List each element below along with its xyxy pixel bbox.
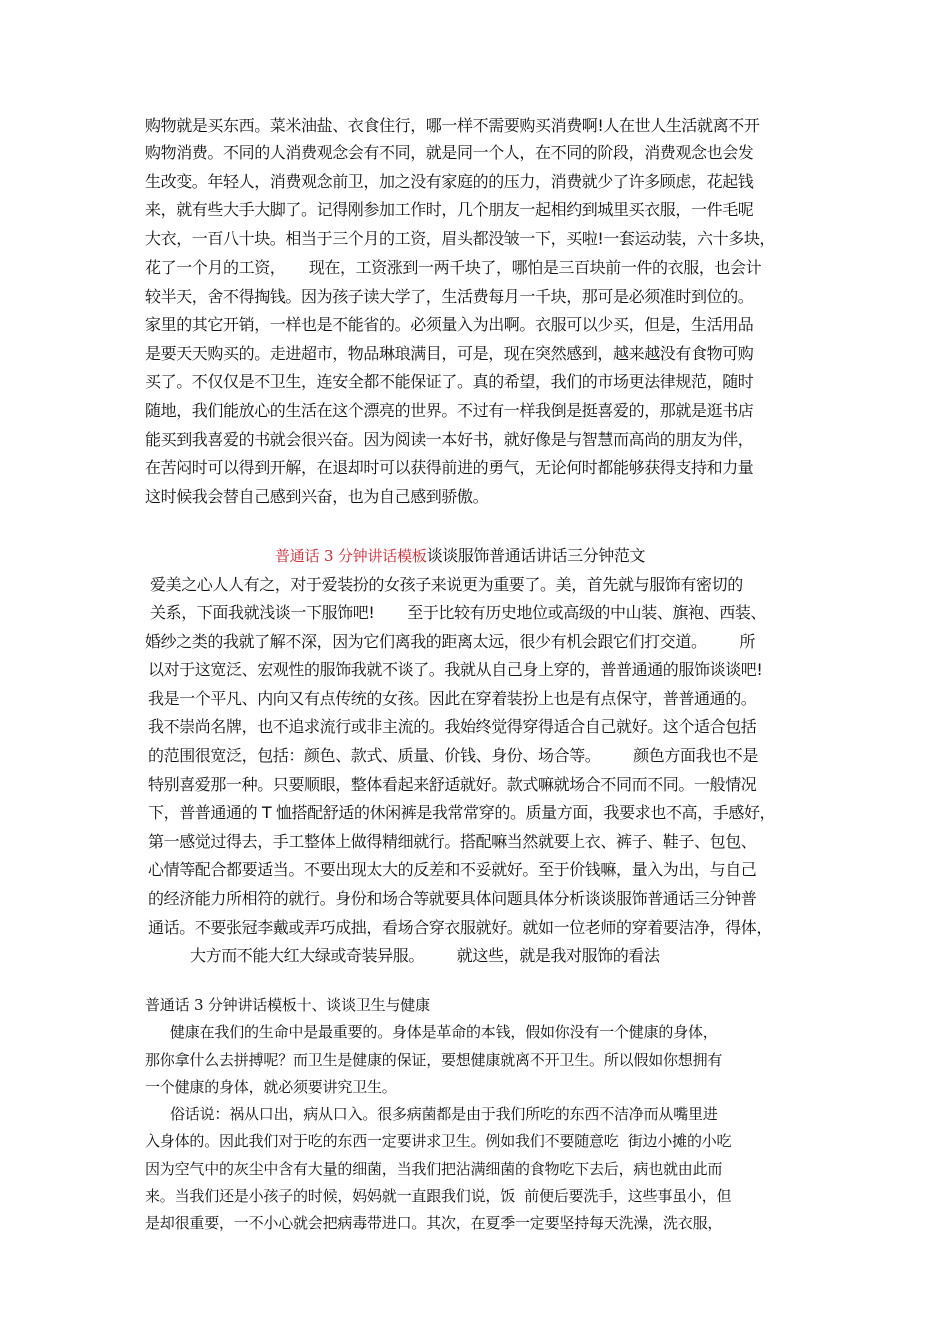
paragraph-line: 花了一个月的工资， 现在，工资涨到一两千块了，哪怕是三百块前一件的衣服，也会计	[145, 258, 762, 277]
paragraph-line: 因为空气中的灰尘中含有大量的细菌，当我们把沾满细菌的食物吃下去后，病也就由此而	[145, 1160, 723, 1178]
paragraph-line: 是要天天购买的。走进超市，物品琳琅满目，可是，现在突然感到，越来越没有食物可购	[145, 344, 754, 363]
paragraph-line: 健康在我们的生命中是最重要的。身体是革命的本钱，假如你没有一个健康的身体，	[170, 1023, 718, 1041]
paragraph-line: 较半天，舍不得掏钱。因为孩子读大学了，生活费每月一千块，那可是必须准时到位的。	[145, 287, 754, 306]
paragraph-line: 在苦闷时可以得到开解，在退却时可以获得前进的勇气，无论何时都能够获得支持和力量	[145, 458, 754, 477]
paragraph-line: 来，就有些大手大脚了。记得刚参加工作时，几个朋友一起相约到城里买衣服，一件毛呢	[145, 200, 754, 219]
paragraph-line: 俗话说：祸从口出，病从口入。很多病菌都是由于我们所吃的东西不洁净而从嘴里进	[170, 1105, 718, 1123]
heading-red-part: 普通话 3 分钟讲话模板	[275, 547, 427, 565]
paragraph-line: 第一感觉过得去，手工整体上做得精细就行。搭配嘛当然就要上衣、裤子、鞋子、包包、	[148, 832, 757, 851]
section-heading: 普通话 3 分钟讲话模板十、谈谈卫生与健康	[145, 996, 430, 1014]
paragraph-line: 我是一个平凡、内向又有点传统的女孩。因此在穿着装扮上也是有点保守，普普通通的。	[148, 689, 757, 708]
paragraph-line: 购物就是买东西。菜米油盐、衣食住行，哪一样不需要购买消费啊!人在世人生活就离不开	[145, 116, 760, 135]
paragraph-line: 那你拿什么去拼搏呢？而卫生是健康的保证，要想健康就离不开卫生。所以假如你想拥有	[145, 1051, 723, 1069]
paragraph-line: 来。当我们还是小孩子的时候，妈妈就一直跟我们说，饭 前便后要洗手，这些事虽小，但	[145, 1187, 732, 1205]
section-heading	[275, 548, 645, 564]
paragraph-line: 这时候我会替自己感到兴奋，也为自己感到骄傲。	[145, 487, 489, 506]
paragraph-line: 是却很重要，一不小心就会把病毒带进口。其次，在夏季一定要坚持每天洗澡，洗衣服，	[145, 1214, 723, 1232]
paragraph-line: 生改变。年轻人，消费观念前卫，加之没有家庭的的压力，消费就少了许多顾虑，花起钱	[145, 172, 754, 191]
paragraph-line: 通话。不要张冠李戴或弄巧成拙，看场合穿衣服就好。就如一位老师的穿着要洁净，得体，	[148, 918, 773, 937]
paragraph-line: 的经济能力所相符的就行。身份和场合等就要具体问题具体分析谈谈服饰普通话三分钟普	[148, 889, 757, 908]
paragraph-line: 大衣，一百八十块。相当于三个月的工资，眉头都没皱一下，买啦!一套运动装，六十多块，	[145, 229, 776, 248]
paragraph-line: 的范围很宽泛，包括：颜色、款式、质量、价钱、身份、场合等。 颜色方面我也不是	[148, 746, 759, 765]
paragraph-line: 购物消费。不同的人消费观念会有不同，就是同一个人，在不同的阶段，消费观念也会发	[145, 143, 754, 162]
paragraph-line: 我不崇尚名牌，也不追求流行或非主流的。我始终觉得穿得适合自己就好。这个适合包括	[148, 717, 757, 736]
heading-black-part: 谈谈服饰普通话讲话三分钟范文	[426, 546, 646, 565]
paragraph-line: 以对于这宽泛、宏观性的服饰我就不谈了。我就从自己身上穿的，普普通通的服饰谈谈吧!	[148, 660, 763, 679]
paragraph-line: 特别喜爱那一种。只要顺眼，整体看起来舒适就好。款式嘛就场合不同而不同。一般情况	[148, 775, 757, 794]
paragraph-line: 关系，下面我就浅谈一下服饰吧! 至于比较有历史地位或高级的中山装、旗袍、西装、	[150, 603, 767, 622]
paragraph-line: 爱美之心人人有之，对于爱装扮的女孩子来说更为重要了。美，首先就与服饰有密切的	[150, 575, 743, 594]
paragraph-line: 大方而不能大红大绿或奇装异服。 就这些，就是我对服饰的看法	[190, 946, 660, 965]
paragraph-line: 心情等配合都要适当。不要出现太大的反差和不妥就好。至于价钱嘛，量入为出，与自己	[148, 860, 757, 879]
paragraph-line: 随地，我们能放心的生活在这个漂亮的世界。不过有一样我倒是挺喜爱的，那就是逛书店	[145, 401, 754, 420]
paragraph-line: 入身体的。因此我们对于吃的东西一定要讲求卫生。例如我们不要随意吃 街边小摊的小吃	[145, 1132, 732, 1150]
paragraph-line: 买了。不仅仅是不卫生，连安全都不能保证了。真的希望，我们的市场更法律规范，随时	[145, 372, 754, 391]
paragraph-line: 一个健康的身体，就必须要讲究卫生。	[145, 1078, 397, 1096]
paragraph-line: 婚纱之类的我就了解不深，因为它们离我的距离太远，很少有机会跟它们打交道。 所	[145, 632, 756, 651]
paragraph-line: 下，普普通通的 T 恤搭配舒适的休闲裤是我常常穿的。质量方面，我要求也不高，手感好，	[148, 803, 776, 822]
paragraph-line: 能买到我喜爱的书就会很兴奋。因为阅读一本好书，就好像是与智慧而高尚的朋友为伴，	[145, 430, 754, 449]
paragraph-line: 家里的其它开销，一样也是不能省的。必须量入为出啊。衣服可以少买，但是，生活用品	[145, 315, 754, 334]
